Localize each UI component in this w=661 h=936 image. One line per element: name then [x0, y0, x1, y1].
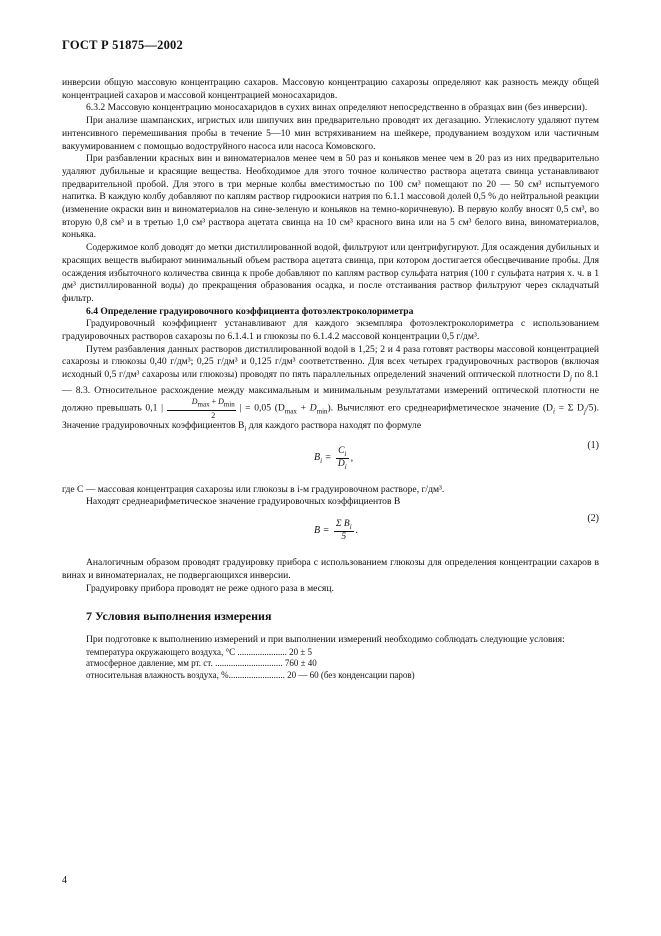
subsection-heading: 6.4 Определение градуировочного коэффициента фотоэлектроколориметра: [86, 305, 414, 317]
paragraph: При анализе шампанских, игристых или шипучих вин предварительно проводят их дегазацию. Углекислоту удаляют путем интенсивного перемешивания пробы в течение 5—10 мин встряхиванием на шейкере, продуванием воздухом или частичным вакуумированием с помощью водоструйного насоса или насоса Комовского.: [62, 115, 599, 152]
formula-number: (2): [587, 513, 599, 525]
condition-humidity: относительная влажность воздуха, %......................... 20 — 60 (без конденсации паров): [86, 669, 415, 680]
paragraph: Градуировку прибора проводят не реже одного раза в месяц.: [86, 582, 334, 594]
paragraph: Находят среднеарифметическое значение градуировочных коэффициентов B: [86, 496, 401, 508]
paragraph-optical-density: Путем разбавления данных растворов дистиллированной водой в 1,25; 2 и 4 раза готовят растворы массовой концентрацией сахарозы и глюкозы 0,40 г/дм³; 0,25 г/дм³ и 0,125 г/дм³ соответственно. Для всех четырех градуировочных растворов (включая исходный 0,5 г/дм³ сахарозы или глюкозы) проводят по пять параллельных определений значений оптической плотности $D_j$ по 8.1 — 8.3. Относительное расхождение между максимальным и минимальным результатами измерений оптической плотности не должно превышать 0,1 | $\frac{D_{max} + D_{min}}{2}$ | = 0,05 $(D_{max} + D_{min})$. Вычисляют его среднеарифметическое значение ($D_i = \Sigma$ $D_j/5$). Значение градуировочных коэффициентов $B_i$ для каждого раствора находят по формуле: [62, 343, 599, 433]
condition-pressure: атмосферное давление, мм рт. ст. .............................. 760 ± 40: [86, 658, 317, 669]
paragraph: инверсии общую массовую концентрацию сахаров. Массовую концентрацию сахарозы определяют как разность между общей концентрацией сахаров и массовой концентрацией моносахаридов.: [62, 77, 599, 101]
paragraph: 6.3.2 Массовую концентрацию моносахаридов в сухих винах определяют непосредственно в образцах вин (без инверсии).: [86, 102, 588, 114]
conditions-list: [86, 647, 599, 682]
page-number: 4: [62, 875, 67, 886]
document-page: [62, 38, 599, 681]
paragraph: При разбавлении красных вин и виноматериалов менее чем в 50 раз и коньяков менее чем в 20 раз из них предварительно удаляют дубильные и красящие вещества. Необходимое для этого точное количество раствора ацетата свинца устанавливают предварительной пробой. Для этого в три мерные колбы вместимостью по 100 см³ помещают по 20 — 50 см³ испытуемого напитка. В каждую колбу добавляют по каплям раствор гидроокиси натрия по 6.1.1 массовой долей 0,5 % до нейтральной реакции (изменение окраски вин и виноматериалов на сине-зеленую и коньяков на темно-коричневую). В первую колбу вносят 0,5 см³, во вторую 0,8 см³ и в третью 1,0 см³ раствора ацетата свинца на 10 см³ красного вина или на 5 см³ белого вина, виноматериалов, коньяка.: [62, 153, 599, 241]
section-intro: При подготовке к выполнению измерений и при выполнении измерений необходимо соблюдать следующие условия:: [86, 634, 565, 646]
document-header: ГОСТ Р 51875—2002: [62, 38, 183, 52]
formula-1: $B_i$ = $\frac{C_i}{D_i}$ , (1): [314, 439, 599, 471]
formula-number: (1): [587, 439, 599, 451]
paragraph: Градуировочный коэффициент устанавливают для каждого экземпляра фотоэлектроколориметра с использованием градуировочных растворов сахарозы по 6.1.4.1 и глюкозы по 6.1.4.2 массовой концентрации 0,5 г/дм³.: [62, 318, 599, 343]
condition-temperature: температура окружающего воздуха, °С ...................... 20 ± 5: [86, 646, 313, 657]
section-heading: 7 Условия выполнения измерения: [86, 609, 272, 624]
paragraph: где C — массовая концентрация сахарозы или глюкозы в i-м градуировочном растворе, г/дм³.: [62, 483, 445, 495]
paragraph: Аналогичным образом проводят градуировку прибора с использованием глюкозы для определения концентрации сахаров в винах и виноматериалах, не подвергающихся инверсии.: [62, 557, 599, 581]
formula-2: B = $\frac{\Sigma B_i}{5}$ . (2): [314, 513, 599, 542]
paragraph: Содержимое колб доводят до метки дистиллированной водой, фильтруют или центрифугируют. Для осаждения дубильных и красящих веществ выбирают минимальный объем раствора ацетата свинца, при котором достигается обесцвечивание пробы. Для осаждения избыточного количества свинца к пробе добавляют по каплям раствор сульфата натрия (100 г сульфата натрия х. ч. в 1 дм³ дистиллированной воды) до прекращения образования осадка, и после отстаивания раствор фильтруют через складчатый фильтр.: [62, 242, 599, 304]
